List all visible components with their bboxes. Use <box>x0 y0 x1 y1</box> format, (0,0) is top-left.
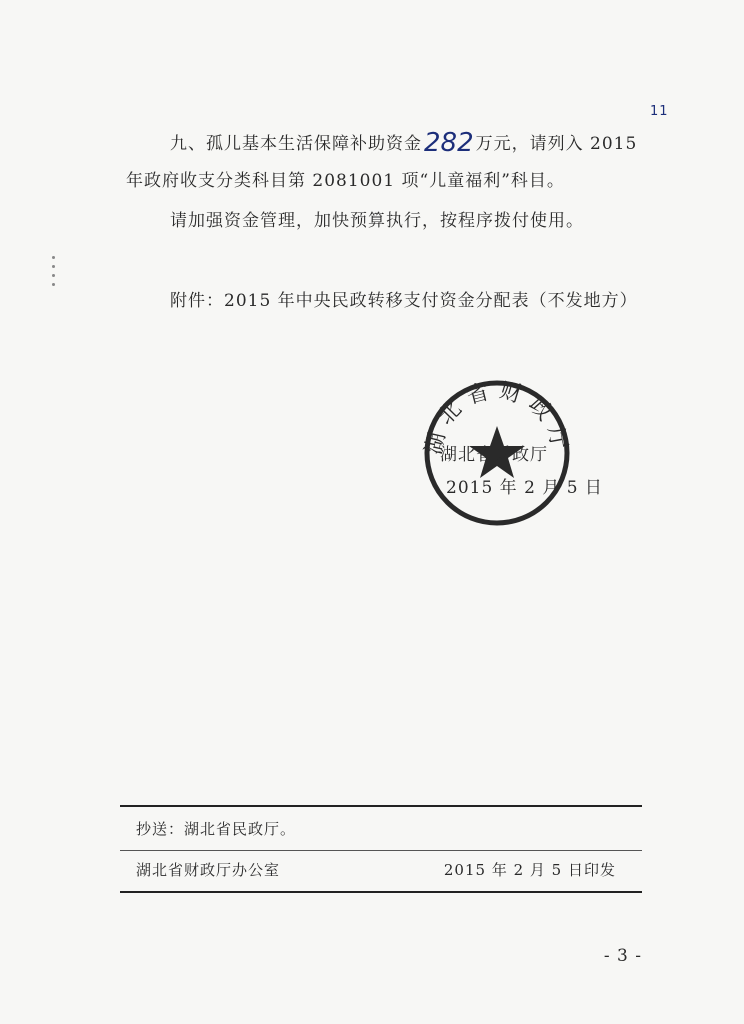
paragraph-budget-item: 年政府收支分类科目第 2081001 项“儿童福利”科目。 <box>126 171 565 191</box>
cc-recipients: 抄送：湖北省民政厅。 <box>136 820 297 838</box>
signing-date: 2015 年 2 月 5 日 <box>446 478 603 498</box>
paragraph-instruction: 请加强资金管理，加快预算执行，按程序拨付使用。 <box>170 211 584 231</box>
handwritten-mark: 11 <box>650 104 669 119</box>
handwritten-amount: 282 <box>424 128 474 158</box>
para1-text-after: 万元，请列入 2015 <box>475 134 638 154</box>
footer-rule-middle <box>120 850 642 851</box>
seal-text: 湖北省财政厅 <box>422 378 572 460</box>
para1-text-before: 九、孤儿基本生活保障补助资金 <box>170 134 422 154</box>
binding-holes <box>52 250 64 310</box>
footer-rule-top <box>120 805 642 807</box>
issue-date: 2015 年 2 月 5 日印发 <box>443 861 616 879</box>
attachment-line: 附件：2015 年中央民政转移支付资金分配表（不发地方） <box>170 291 638 311</box>
footer-rule-bottom <box>120 891 642 893</box>
issuing-office: 湖北省财政厅办公室 <box>136 861 281 879</box>
page-number: - 3 - <box>603 946 642 966</box>
paragraph-orphan-subsidy <box>170 104 669 158</box>
signing-organization: 湖北省财政厅 <box>440 445 548 465</box>
